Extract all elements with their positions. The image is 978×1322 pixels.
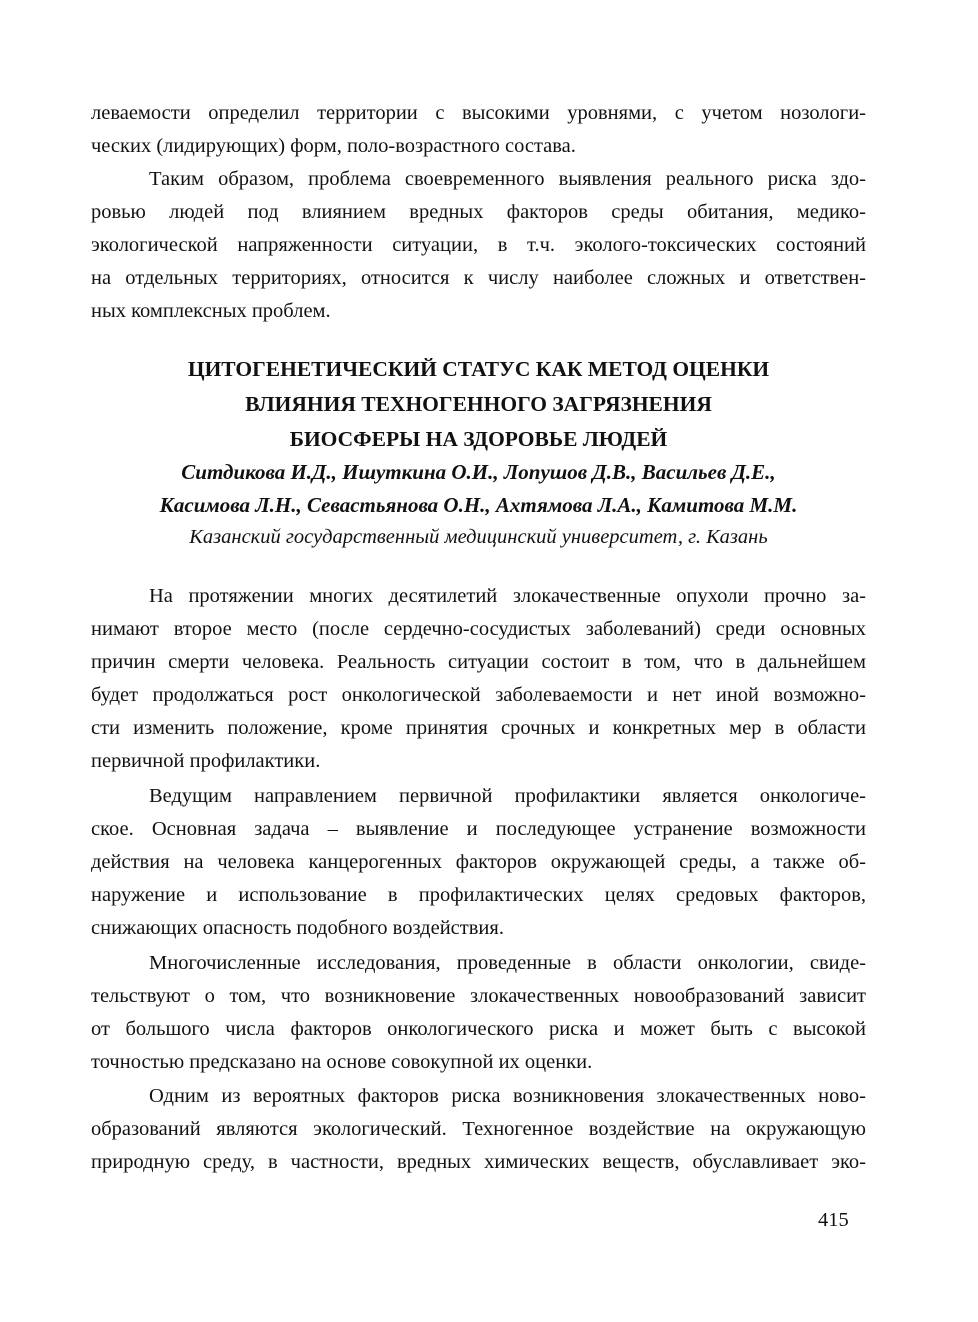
text-line: от большого числа факторов онкологического риска и может быть с высокой (91, 1018, 866, 1040)
text-line: будет продолжаться рост онкологической заболеваемости и нет иной возможно- (91, 684, 866, 706)
text-line: действия на человека канцерогенных факторов окружающей среды, а также об- (91, 851, 866, 873)
intro-paragraph-1 (91, 97, 866, 163)
title-line: ВЛИЯНИЯ ТЕХНОГЕННОГО ЗАГРЯЗНЕНИЯ (245, 392, 712, 416)
text-line: Одним из вероятных факторов риска возникновения злокачественных ново- (149, 1085, 866, 1107)
article-affiliation: Казанский государственный медицинский университет, г. Казань (189, 526, 768, 548)
title-line: БИОСФЕРЫ НА ЗДОРОВЬЕ ЛЮДЕЙ (289, 427, 668, 451)
body-paragraph-2 (91, 780, 866, 945)
text-line: образований являются экологический. Техногенное воздействие на окружающую (91, 1118, 866, 1140)
text-line: тельствуют о том, что возникновение злокачественных новообразований зависит (91, 985, 866, 1007)
text-line: ское. Основная задача – выявление и последующее устранение возможности (91, 818, 866, 840)
text-line: Таким образом, проблема своевременного выявления реального риска здо- (149, 168, 866, 190)
body-paragraph-3 (91, 947, 866, 1079)
text-line: нимают второе место (после сердечно-сосудистых заболеваний) среди основных (91, 618, 866, 640)
text-line: сти изменить положение, кроме принятия срочных и конкретных мер в области (91, 717, 866, 739)
text-line: Многочисленные исследования, проведенные в области онкологии, свиде- (149, 952, 866, 974)
text-line: первичной профилактики. (91, 750, 321, 772)
text-line: на отдельных территориях, относится к числу наиболее сложных и ответствен- (91, 267, 866, 289)
text-line: природную среду, в частности, вредных химических веществ, обуславливает эко- (91, 1151, 866, 1173)
article-title (91, 352, 866, 457)
text-line: наружение и использование в профилактических целях средовых факторов, (91, 884, 866, 906)
text-line: леваемости определил территории с высокими уровнями, с учетом нозологи- (91, 102, 866, 124)
page-number: 415 (818, 1209, 849, 1231)
authors-line: Ситдикова И.Д., Ишуткина О.И., Лопушов Д.В., Васильев Д.Е., (181, 460, 776, 484)
title-line: ЦИТОГЕНЕТИЧЕСКИЙ СТАТУС КАК МЕТОД ОЦЕНКИ (187, 357, 770, 381)
text-line: точностью предсказано на основе совокупной их оценки. (91, 1051, 593, 1073)
text-line: Ведущим направлением первичной профилактики является онкологиче- (149, 785, 866, 807)
text-line: ческих (лидирующих) форм, поло-возрастного состава. (91, 135, 576, 157)
text-line: ровью людей под влиянием вредных факторов среды обитания, медико- (91, 201, 866, 223)
intro-paragraph-2 (91, 163, 866, 328)
article-authors (91, 456, 866, 522)
text-line: причин смерти человека. Реальность ситуации состоит в том, что в дальнейшем (91, 651, 866, 673)
authors-line: Касимова Л.Н., Севастьянова О.Н., Ахтямова Л.А., Камитова М.М. (159, 493, 798, 517)
text-line: снижающих опасность подобного воздействия. (91, 917, 504, 939)
body-paragraph-4 (91, 1080, 866, 1179)
text-line: экологической напряженности ситуации, в т.ч. эколого-токсических состояний (91, 234, 866, 256)
text-line: ных комплексных проблем. (91, 300, 331, 322)
body-paragraph-1 (91, 580, 866, 778)
text-line: На протяжении многих десятилетий злокачественные опухоли прочно за- (149, 585, 866, 607)
